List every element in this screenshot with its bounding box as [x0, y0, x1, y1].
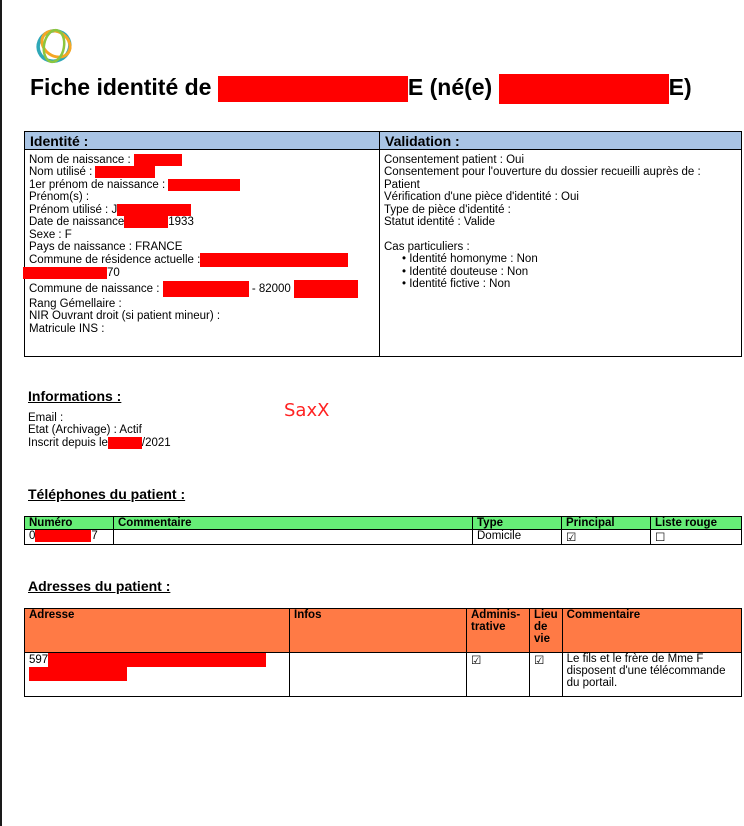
checkbox-checked: ☑ — [530, 653, 563, 697]
informations-list: Email : Etat (Archivage) : Actif Inscrit depuis le /2021 — [28, 412, 171, 449]
watermark-text: SaxX — [284, 400, 330, 421]
identity-list: Nom de naissance : Nom utilisé : 1er prénom de naissance : Prénom(s) : Prénom utilisé : J Date de naissance 1933 Sexe : F Pays de naissance : FRANCE Commune de résidence actuelle : 70 Commune de naissance : - 82000 Rang Gémellaire : NIR Ouvrant droit (si patient mineur) : Matricule INS : — [29, 154, 358, 335]
phones-title: Téléphones du patient : — [28, 486, 186, 502]
redaction-block — [294, 280, 358, 298]
redaction-block — [117, 204, 191, 216]
logo-icon — [32, 22, 82, 66]
redaction-block — [168, 179, 240, 191]
redaction-block — [134, 154, 182, 166]
redaction-block — [95, 166, 155, 178]
redaction-block — [35, 530, 91, 542]
phones-table — [24, 516, 742, 545]
table-row: 0 7 Domicile ☑ ☐ — [25, 530, 742, 545]
addresses-title: Adresses du patient : — [28, 578, 171, 594]
identity-header: Identité : — [25, 132, 379, 150]
redaction-block — [200, 253, 348, 267]
table-row: 597 ☑ ☑ Le fils et le frère de Mme F disposent d'une télécommande du portail. — [25, 653, 742, 697]
checkbox-checked: ☑ — [467, 653, 530, 697]
column-divider — [379, 132, 380, 356]
page-title: Fiche identité de E (né(e) E) — [30, 74, 692, 104]
redaction-block — [23, 267, 107, 279]
checkbox-checked: ☑ — [562, 530, 651, 545]
identity-validation-box — [24, 131, 742, 357]
redaction-block — [29, 667, 127, 681]
redaction-block — [218, 76, 408, 102]
redaction-block — [163, 281, 249, 297]
document-page — [2, 0, 744, 826]
table-header-row: Adresse Infos Adminis-trative Lieu de vie Commentaire — [25, 609, 742, 653]
redaction-block — [124, 216, 168, 228]
redaction-block — [48, 653, 266, 667]
table-header-row: Numéro Commentaire Type Principal Liste rouge — [25, 517, 742, 530]
addresses-table — [24, 608, 742, 697]
redaction-block — [108, 437, 142, 449]
validation-header: Validation : — [380, 132, 741, 150]
checkbox-unchecked: ☐ — [651, 530, 742, 545]
validation-list: Consentement patient : Oui Consentement pour l'ouverture du dossier recueilli auprès de : Patient Vérification d'une pièce d'identité : Oui Type de pièce d'identité : Statut identité : Valide Cas particuliers : • Identité homonyme : Non • Identité douteuse : Non • Identité fictive : Non — [384, 154, 701, 291]
informations-title: Informations : — [28, 388, 122, 404]
redaction-block — [499, 74, 669, 104]
